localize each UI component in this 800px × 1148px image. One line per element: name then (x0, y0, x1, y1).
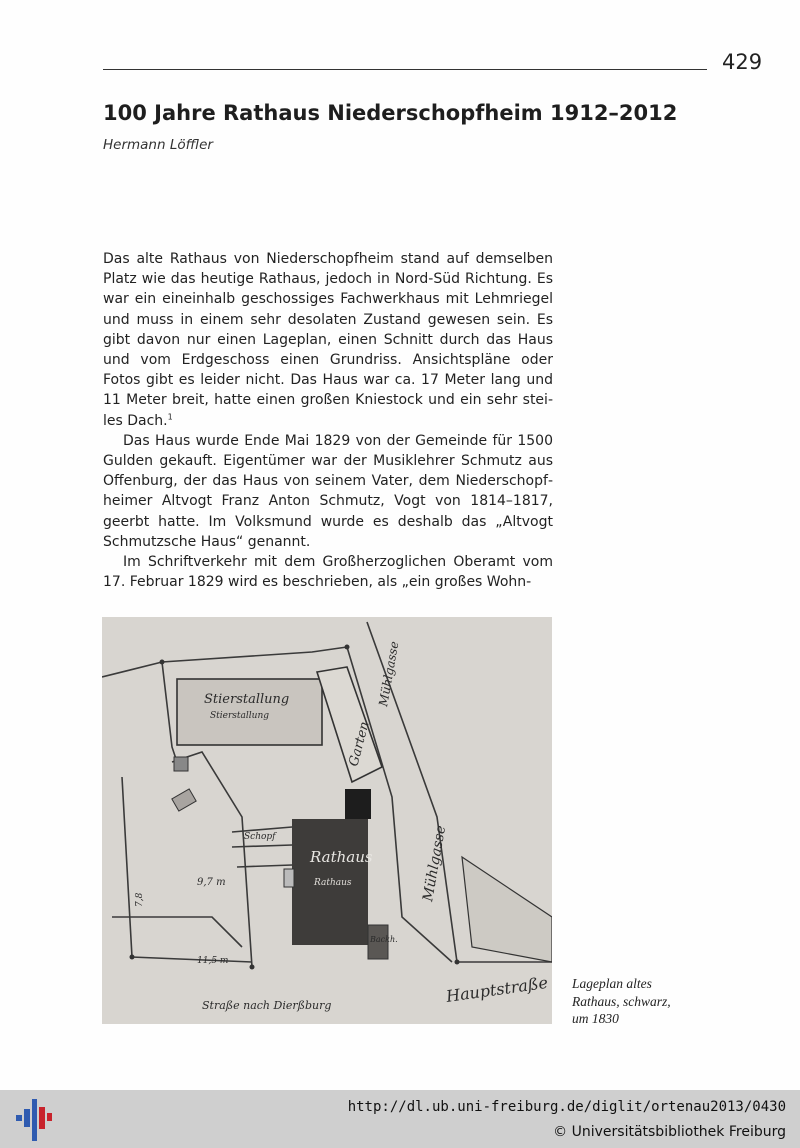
entry-step (284, 869, 294, 887)
right-plot (462, 857, 552, 962)
page-number: 429 (722, 50, 763, 74)
small-structure-2 (172, 789, 196, 811)
label-scheuer: Schopf (244, 832, 276, 842)
paragraph-3: Im Schriftverkehr mit dem Großherzoglichen Oberamt vom 17. Februar 1829 wird es beschrieben, als „ein großes Wohn- (103, 554, 553, 591)
small-structure (174, 757, 188, 771)
caption-line-2: Rathaus, schwarz, (572, 993, 671, 1009)
site-plan-figure (102, 617, 552, 1024)
caption-line-1: Lageplan altes (572, 976, 652, 991)
label-stall-sub: Stierstallung (210, 711, 270, 721)
label-dimension-2: 11,5 m (197, 956, 229, 966)
label-garten: Garten (346, 720, 373, 769)
footer-url-link[interactable]: http://dl.ub.uni-freiburg.de/diglit/ortenau2013/0430 (347, 1099, 786, 1115)
label-muehlgasse: Mühlgasse (420, 824, 450, 903)
label-stall: Stierstallung (204, 692, 290, 707)
label-strasse: Straße nach Dierßburg (202, 999, 332, 1012)
label-dimension-3: 7,8 (135, 892, 145, 907)
label-anbau: Backh. (370, 935, 398, 944)
footer-copyright: © Universitätsbibliothek Freiburg (553, 1124, 786, 1140)
site-plan-drawing (102, 617, 552, 1024)
label-rathaus: Rathaus (310, 848, 373, 866)
paragraph-2: Das Haus wurde Ende Mai 1829 von der Gemeinde für 1500 Gulden gekauft. Eigentümer war der Musiklehrer Schmutz aus Offenburg, der das Haus von seinem Vater, dem Niederschopfheimer Altvogt Franz Anton Schmutz, Vogt von 1814–1817, geerbt hatte. Im Volksmund wurde es deshalb das „Altvogt Schmutzsche Haus“ genannt. (103, 432, 553, 550)
caption-line-3: um 1830 (572, 1011, 619, 1026)
label-rathaus-sub: Rathaus (314, 878, 352, 888)
shed-block (345, 789, 371, 819)
article-title: 100 Jahre Rathaus Niederschopfheim 1912–2012 (103, 101, 678, 125)
header-rule (103, 69, 707, 70)
label-muehlgasse-top: Mühlgasse (376, 640, 402, 708)
article-author: Hermann Löffler (103, 137, 213, 153)
label-dimension-1: 9,7 m (197, 877, 226, 888)
figure-caption (572, 975, 722, 1028)
footnote-marker[interactable]: 1 (167, 411, 173, 421)
ub-freiburg-logo-icon[interactable] (14, 1097, 54, 1143)
label-hauptstrasse: Hauptstraße (444, 972, 550, 1006)
paragraph-1-text: Das alte Rathaus von Niederschopfheim stand auf demselben Platz wie das heutige Rathaus, jedoch in Nord-Süd Richtung. Es war ein eineinhalb geschossiges Fachwerkhaus mit Lehmriegel und muss in einem sehr desolaten Zustand gewesen sein. Es gibt davon nur einen Lageplan, einen Schnitt durch das Haus und vom Erdgeschoss einen Grundriss. Ansichtspläne oder Fotos gibt es leider nicht. Das Haus war ca. 17 Meter lang und 11 Meter breit, hatte einen großen Kniestock und ein sehr steiles Dach. (103, 251, 553, 429)
article-body (103, 249, 553, 592)
paragraph-1 (103, 249, 553, 431)
